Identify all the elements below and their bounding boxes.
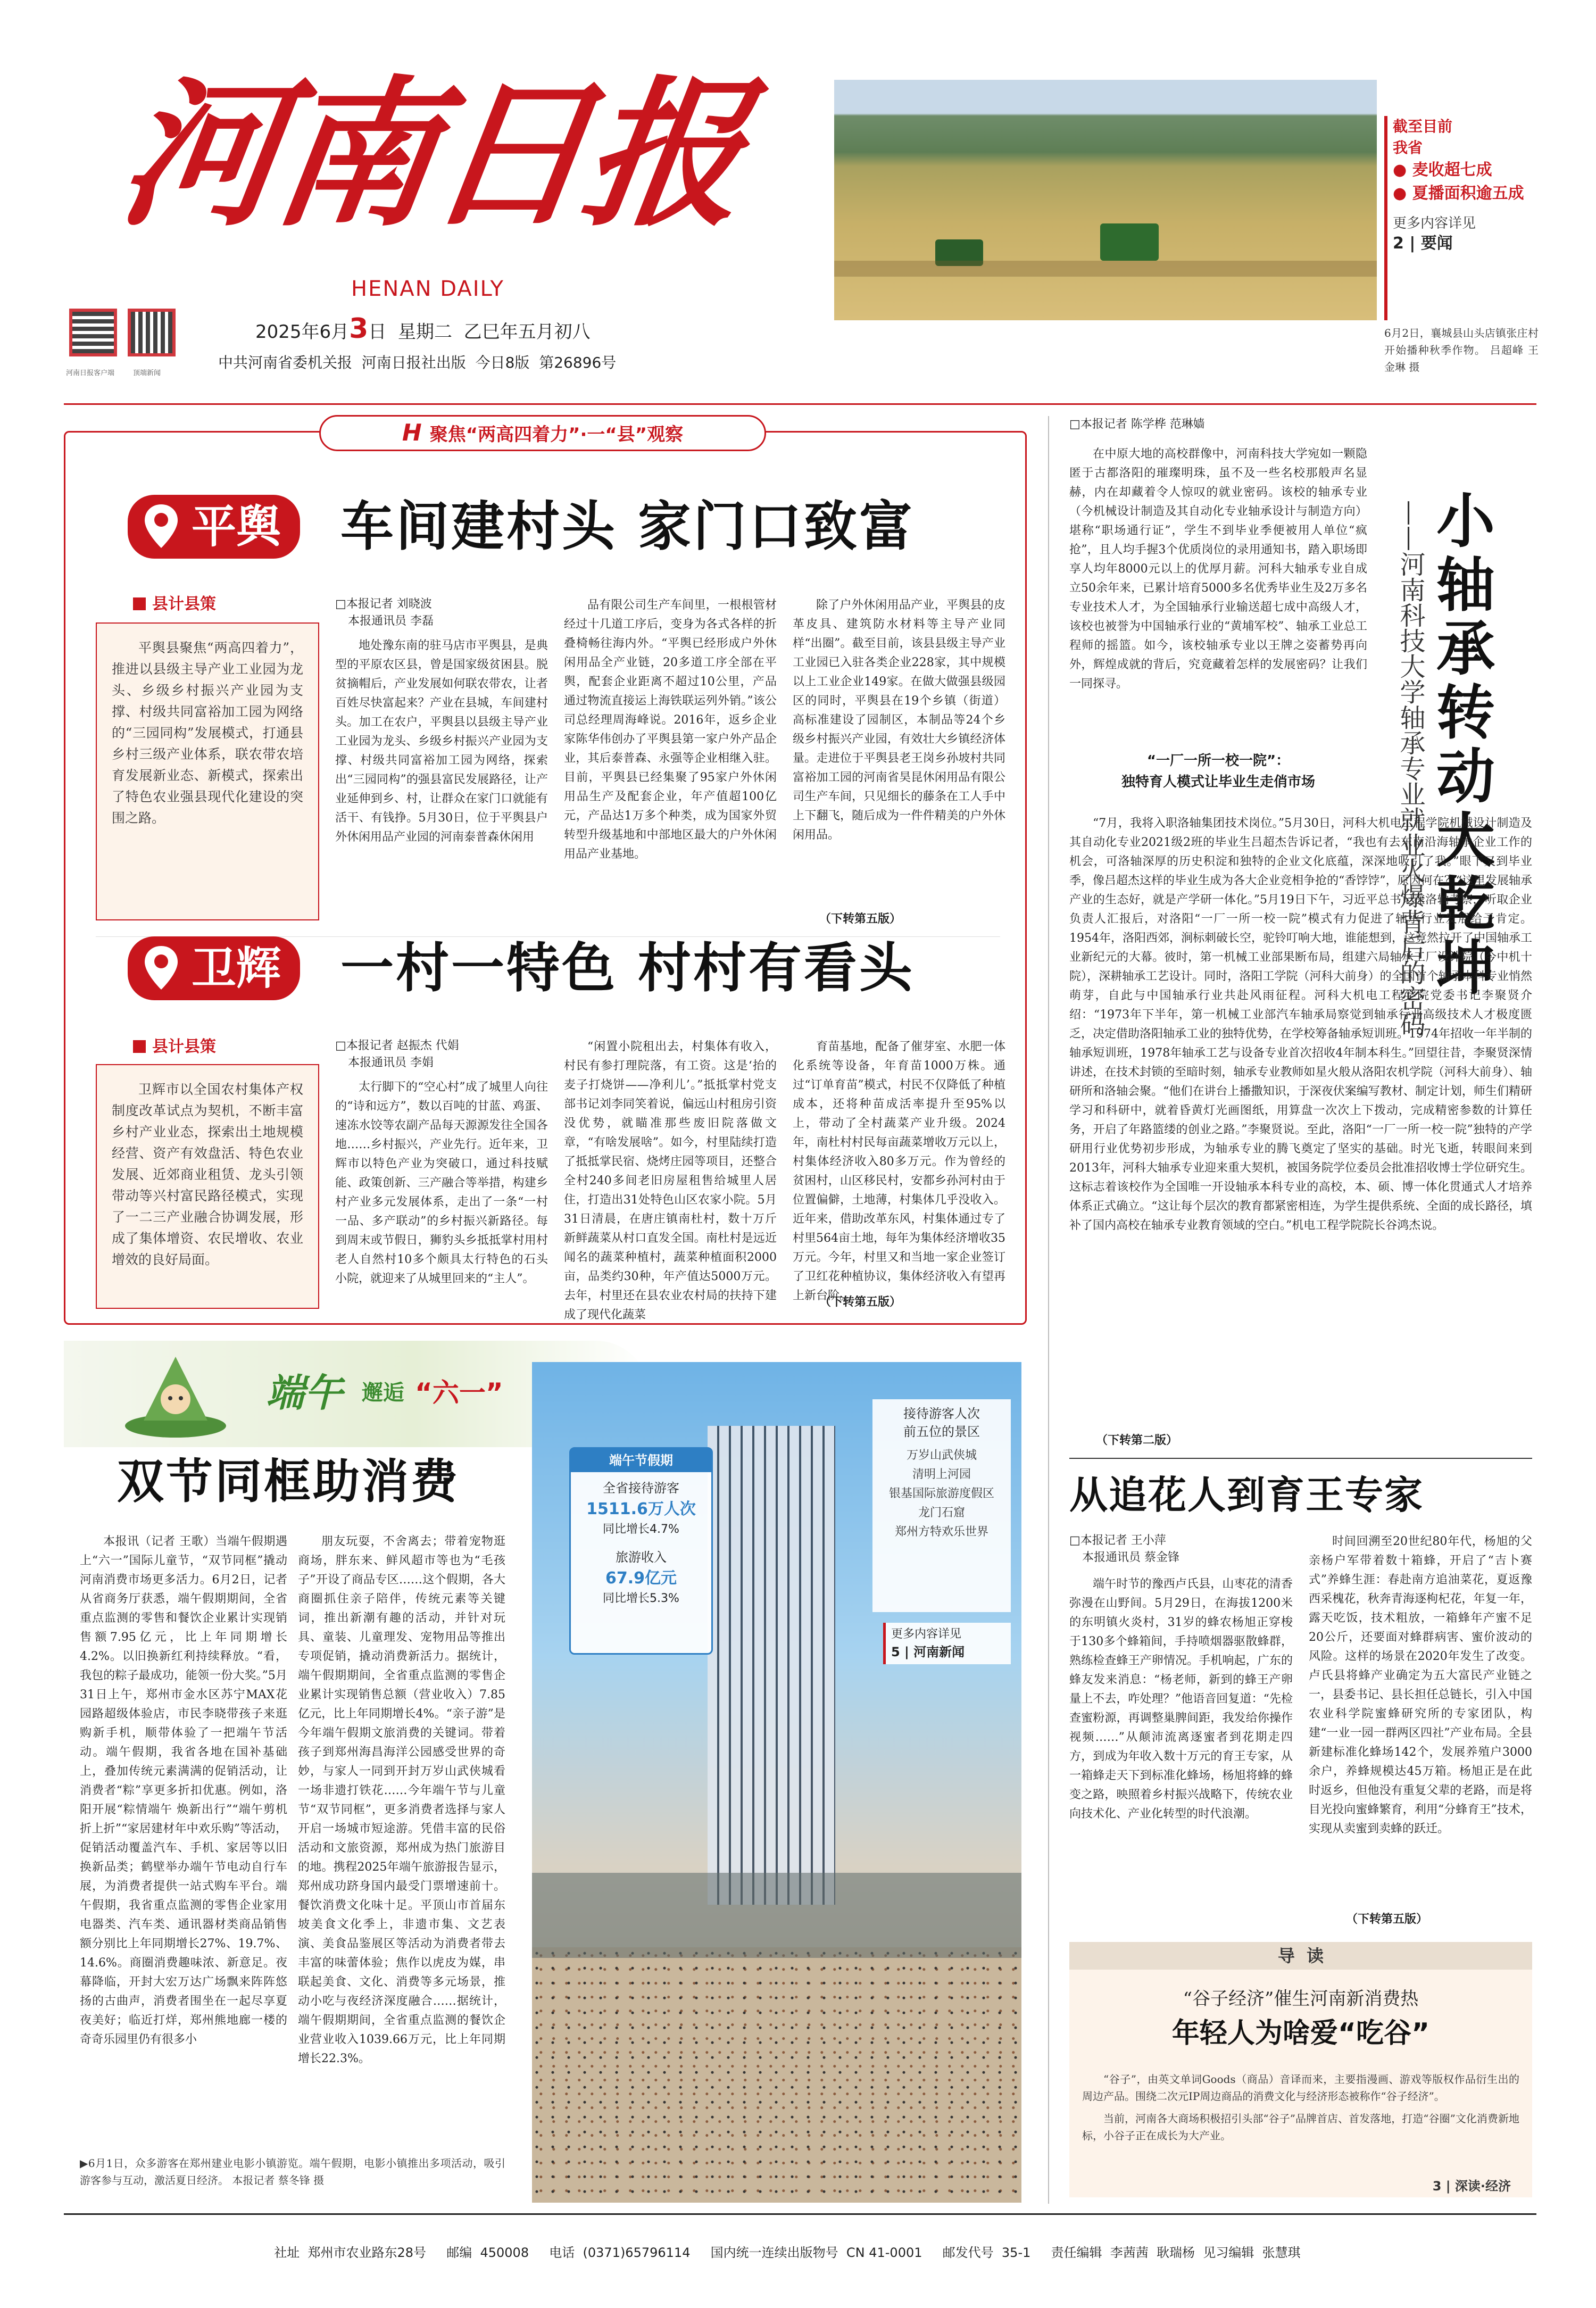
weihui-col-2-text: “闲置小院租出去，村集体有收入，村民有参打理院落，有工资。这是‘抬的麦子打烧饼——净利儿’。”抵抵掌村党支部书记刘李同笑着说，偏远山村租房引资没优势，就瞄准那些废旧院落做文章，“有啥发展啥”。如今，村里陆续打造了抵抵掌民宿、烧烤庄园等项目，还整合全村240多间老旧房屋租售给城里人居住，打造出31处特色山区农家小院。5月31日清晨，在唐庄镇南杜村，数十万斤新鲜蔬菜从村口直发全国。南杜村是远近闻名的蔬菜种植村，蔬菜种植面积2000亩，品类约30种，年产值达5000万元。去年，村里还在县农业农村局的扶持下建成了现代化蔬菜: [564, 1040, 777, 1322]
guide-title: 导 读: [1069, 1942, 1532, 1970]
festival-banner-mid: 邂逅: [362, 1381, 404, 1405]
photo-caption-visible: 6月2日，襄城县山头店镇张庄村开始播种秋季作物。 吕超峰 王金琳 摄: [1384, 327, 1539, 373]
bearing-intro-text: 在中原大地的高校群像中，河南科技大学宛如一颗隐匿于古都洛阳的璀璨明珠，虽不及一些名校那般声名显赫，内在却藏着令人惊叹的就业密码。该校的轴承专业（今机械设计制造及其自动化专业轴承设计与制造方向）堪称“职场通行证”，学生不到毕业季便被用人单位“疯抢”，且人均手握3个优质岗位的录用通知书，踏入职场即享人均年8000元以上的优厚月薪。河科大轴承专业自成立50余年来，已累计培育5000多名优秀毕业生及2万多名专业技术人才，为全国轴承行业输送超七成中高级人才，该校也被誉为中国轴承行业的“黄埔军校”、轴承工业总工程师的摇篮。如今，该校轴承专业以王牌之姿蓄势再向外，辉煌成就的背后，究竟藏着怎样的发展密码？让我们一同探寻。: [1069, 447, 1367, 691]
guide-box: [1069, 1942, 1532, 2197]
stats-line-1: 全省接待游客: [603, 1481, 679, 1496]
footer-post: 邮发代号 35-1: [942, 2245, 1031, 2260]
pingyu-col-1-text: 地处豫东南的驻马店市平舆县，是典型的平原农区县，曾是国家级贫困县。脱贫摘帽后，产业发展如何联农带农，让者百姓尽快富起来？产业在县城，车间建村头。加工在农户，平舆县以县级主导产业工业园为龙头、乡级乡村振兴产业园为支撑、村级共同富裕加工园为网络，探索出“三园同构”的强县富民发展路径，让产业延伸到乡、村，让群众在家门口就能有活干、有钱挣。5月30日，位于平舆县户外休闲用品产业园的河南泰普森休闲用: [335, 639, 548, 844]
top-spots-box: [872, 1399, 1011, 1612]
weihui-col-1-text: 太行脚下的“空心村”成了城里人向往的“诗和远方”，数以百吨的甘蓝、鸡蛋、速冻水饺等农副产品每天源源发往全国各地……乡村振兴，产业先行。近年来，卫辉市以特色产业为突破口，通过科技赋能、政策创新、三产融合等举措，构建乡村产业多元发展体系，走出了一条“一村一品、多产联动”的乡村振兴新路径。每到周末或节假日，狮豹头乡抵抵掌村用村老人自然村10多个颇具太行特色的石头小院，就迎来了从城里回来的“主人”。: [335, 1081, 548, 1285]
logo: 河南日报: [109, 60, 753, 248]
publisher-line: 中共河南省委机关报 河南日报社出版 今日8版 第26896号: [218, 354, 617, 371]
byline-weihui-2: 本报通讯员 李娟: [348, 1056, 434, 1069]
teaser-item-2-text: 夏播面积逾五成: [1412, 184, 1524, 203]
guide-body-2: 当前，河南各大商场积极招引头部“谷子”品牌首店、首发落地，打造“谷圈”文化消费新地标，小谷子正在成长为大产业。: [1082, 2112, 1519, 2142]
place-badge-pingyu: [128, 495, 300, 559]
date-suffix: 日 星期二 乙巳年五月初八: [368, 321, 591, 343]
date-prefix: 2025年6月: [255, 321, 350, 343]
column-rule-right: [1048, 416, 1049, 2204]
stats-line-3: 旅游收入: [616, 1550, 667, 1565]
byline-weihui: [335, 1037, 548, 1072]
bearing-headline: 小轴承转动大乾坤: [1436, 487, 1495, 1002]
stats-line-2: 同比增长4.7%: [603, 1523, 679, 1536]
harvest-photo: [834, 80, 1377, 320]
headline-weihui: 一村一特色 村村有看头: [340, 937, 915, 999]
festival-banner-left: 端午: [266, 1371, 343, 1415]
festival-col-1: [80, 1532, 287, 2144]
byline-pingyu: [335, 596, 548, 630]
guide-sub: “谷子经济”催生河南新消费热: [1183, 1988, 1419, 2010]
place-name-weihui: 卫辉: [128, 936, 300, 1000]
teaser-item-2: ● 夏播面积逾五成: [1393, 184, 1524, 203]
qr-label-news: 顶端新闻: [133, 369, 161, 377]
footer-editors: 责任编辑 李茜茜 耿瑞杨 见习编辑 张慧琪: [1051, 2245, 1301, 2260]
top-spots-title-2: 前五位的景区: [903, 1424, 980, 1439]
beekeeper-col-2-text: 时间回溯至20世纪80年代，杨旭的父亲杨户军带着数十箱蜂，开启了“吉卜赛式”养蜂生涯：春赴南方追油菜花，夏返豫西采槐花，秋奔青海逐枸杞花，年复一年，露天吃饭，技术粗放，一箱蜂年产蜜不足20公斤，还要面对蜂群病害、蜜价波动的风险。这样的场景在2020年发生了改变。卢氏县将蜂产业确定为五大富民产业链之一，县委书记、县长担任总链长，引入中国农业科学院蜜蜂研究所的专家团队，构建“一业一园一群两区四社”产业布局。全县新建标准化蜂场142个，发展养殖户3000余户，养蜂规模达45万箱。杨旭正是在此时返乡，但他没有重复父辈的老路，而是将目光投向蜜蜂繁育，利用“分蜂育王”技术，实现从卖蜜到卖蜂的跃迁。: [1309, 1535, 1532, 1836]
festival-more-label: 更多内容详见: [891, 1628, 962, 1641]
stats-line-4: 同比增长5.3%: [603, 1592, 679, 1605]
spot-1: 万岁山武侠城: [906, 1449, 977, 1462]
byline-pingyu-1: □本报记者 刘晓波: [335, 597, 432, 611]
teaser-heading-1: 截至目前: [1393, 118, 1453, 135]
pingyu-col-2-text: 品有限公司生产车间里，一根根管材经过十几道工序后，变身为各式各样的折叠椅畅往海内外。“平舆已经形成户外休闲用品全产业链，20多道工序全部在平舆，配套企业距离不超过10公里，产品通过物流直接运上海铁联运列外销。”该公司总经理周海峰说。2016年，返乡企业家陈华伟创办了平舆县第一家户外产品企业，其后泰普森、永强等企业相继入驻。目前，平舆县已经集聚了95家户外休闲用品生产及配套企业，年产值超100亿元，产品达1万多个种类，成为国家外贸转型升级基地和中部地区最大的户外休闲用品产业基地。: [564, 599, 777, 861]
tower-structure: [708, 1426, 835, 1905]
bearing-subhead-1: “一厂一所一校一院”：: [1146, 753, 1290, 769]
footer-postcode: 邮编 450008: [446, 2245, 529, 2260]
stats-heading: 端午节假期: [571, 1449, 711, 1472]
pingyu-more[interactable]: （下转第五版）: [819, 912, 902, 926]
teaser-page[interactable]: 2 | 要闻: [1393, 234, 1453, 253]
byline-beekeeper-1: □本报记者 王小萍: [1069, 1534, 1166, 1547]
weihui-col-3-text: 育苗基地，配备了催芽室、水肥一体化系统等设备，年育苗1000万株。通过“订单育苗”模式，村民不仅降低了种植成本，还将种苗成活率提升至95%以上，带动了全村蔬菜产业升级。2024年，南杜村村民每亩蔬菜增收万元以上，村集体经济收入80多万元。作为曾经的贫困村，山区移民村，安都乡孙河村由于位置偏僻，土地薄，村集体几乎没收入。近年来，借助改革东风，村集体通过专了村里564亩土地，每年为集体经济增收35万元。今年，村里又和当地一家企业签订了卫红花种植协议，集体经济收入有望再上新台阶。: [793, 1040, 1005, 1302]
bearing-more[interactable]: （下转第二版）: [1096, 1434, 1178, 1447]
beekeeper-more[interactable]: （下转第五版）: [1346, 1913, 1428, 1926]
tractor-right: [1100, 223, 1159, 261]
weihui-col-1: [335, 1078, 548, 1307]
byline-weihui-1: □本报记者 赵振杰 代娟: [335, 1039, 459, 1052]
section-prefix: H: [402, 419, 422, 446]
festival-col-2-text: 朋友玩耍，不舍离去；带着宠物逛商场，胖东来、鲜风超市等也为“毛孩子”开设了商品专区……这个假期，各大商圈抓住亲子陪伴，传统元素等关键词，推出新潮有趣的活动，并针对玩具、童装、儿童理发、宠物用品等推出专项促销，撬动消费新活力。据统计，端午假期期间，全省重点监测的零售企业累计实现销售总额（营业收入）7.85亿元，比上年同期增长4%。“亲子游”是今年端午假期文旅消费的关键词。带着孩子到郑州海昌海洋公园感受世界的奇妙，与家人一同到开封万岁山武侠城看一场非遗打铁花……今年端午节与儿童节“双节同框”，更多消费者选择与家人开启一场城市短途游。凭借丰富的民俗活动和文旅资源，郑州成为热门旅游目的地。携程2025年端午旅游报告显示，郑州成功跻身国内最受门票增速前十。餐饮消费文化味十足。平顶山市首届东坡美食文化季上，非遗市集、文艺表演、美食品鉴展区等活动为消费者带去丰富的味蕾体验；焦作以虎皮为媒，串联起美食、文化、消费等多元场景，推动小吃与夜经济深度融合……据统计，端午假期期间，全省重点监测的餐饮企业营业收入1039.66万元，比上年同期增长22.3%。: [298, 1535, 505, 2065]
weihui-col-3: [793, 1037, 1005, 1302]
footer-issn: 国内统一连续出版物号 CN 41-0001: [710, 2245, 922, 2260]
headline-pingyu: 车间建村头 家门口致富: [340, 495, 915, 558]
festival-headline: 双节同框助消费: [117, 1454, 460, 1509]
summary-pingyu: 平舆县聚焦“两高四着力”，推进以县级主导产业工业园为龙头、乡级乡村振兴产业园为支撑、村级共同富裕加工园为网络的“三园同构”发展模式，打通县乡村三级产业体系，联农带农培育发展新业态、新模式，探索出了特色农业强县现代化建设的突围之路。: [96, 622, 319, 920]
beekeeper-col-2: [1309, 1532, 1532, 1926]
masthead: [64, 53, 819, 388]
logo-english: HENAN DAILY: [351, 277, 504, 301]
weihui-more[interactable]: （下转第五版）: [819, 1296, 902, 1309]
pingyu-col-3: [793, 596, 1005, 904]
section-banner: [319, 415, 766, 451]
beekeeper-col-1: [1069, 1575, 1293, 1926]
zongzi-icon: [122, 1346, 229, 1442]
festival-more-page: 5 | 河南新闻: [891, 1645, 965, 1659]
teaser-box: [1384, 116, 1539, 320]
weihui-col-2: [564, 1037, 777, 1322]
pingyu-col-3-text: 除了户外休闲用品产业，平舆县的皮革皮具、建筑防水材料等主导产业同样“出圈”。截至目前，该县县级主导产业工业园已入驻各类企业228家，其中规模以上工业企业149家。在做大做强县级园区的同时，平舆县在19个乡镇（街道）高标准建设了园制区，本制品等24个乡级乡村振兴产业园，有效壮大乡镇经济体量。走进位于平舆县老王岗乡孙坡村共同富裕加工园的河南省昊昆休闲用品有限公司生产车间，只见细长的藤条在工人手中上下翻飞，随后成为一件件精美的户外休闲用品。: [793, 599, 1005, 842]
field-path: [834, 261, 1377, 277]
guide-body-1: “谷子”，由英文单词Goods（商品）音译而来，主要指漫画、游戏等版权作品衍生出的周边产品。围绕二次元IP周边商品的消费文化与经济形态被称作“谷子经济”。: [1082, 2073, 1519, 2103]
stats-value-2: 67.9亿元: [605, 1569, 677, 1588]
byline-bearing: □本报记者 陈学桦 范琳嫱: [1069, 418, 1205, 431]
byline-pingyu-2: 本报通讯员 李磊: [348, 615, 434, 628]
pingyu-col-1: [335, 636, 548, 934]
stats-box: [569, 1447, 713, 1655]
festival-col-1-text: 本报讯（记者 王歌）当端午假期遇上“六一”国际儿童节，“双节同框”撬动河南消费市场更多活力。6月2日，记者从省商务厅获悉，端午假期期间，全省重点监测的零售和餐饮企业累计实现销售额7.95亿元，比上年同期增长4.2%。以旧换新红利持续释放。“看，我包的粽子最成功，能领一份大奖。”5月31日上午，郑州市金水区苏宁MAX花园路超级体验店，市民李晓带孩子来逛购新手机，顺带体验了一把端午节活动。端午假期，我省各地在国补基础上，叠加传统元素满满的促销活动，让消费者“粽”享更多折扣优惠。例如，洛阳开展“粽情端午 焕新出行”“端午剪机折上折”“家居建材年中欢乐购”等活动，促销活动覆盖汽车、手机、家居等以旧换新品类；鹤壁举办端午节电动自行车展，为消费者提供一站式购车平台。端午假期，我省重点监测的零售企业家用电器类、汽车类、通讯器材类商品销售额分别比上年同期增长27%、19.7%、14.6%。商圈消费趣味浓、新意足。夜幕降临，开封大宏万达广场飘来阵阵悠扬的古曲声，消费者围坐在一起尽享夏夜美好；临近打烊，郑州熊地廊一楼的奇奇乐园里仍有很多小: [80, 1535, 287, 2046]
qr-code-news[interactable]: [128, 309, 176, 356]
teaser-item-1: ● 麦收超七成: [1393, 161, 1492, 179]
bearing-body-text: “7月，我将入职洛轴集团技术岗位。”5月30日，河科大机电工程学院机械设计制造及其自动化专业2021级2班的毕业生吕超杰告诉记者，“我也有去东南沿海轴承企业工作的机会，可洛轴深厚的历史积淀和独特的企业文化底蕴，深深地吸引了我。”眼下又到毕业季，像吕超杰这样的毕业生成为各大企业竞相争抢的“香饽饽”，原因何在？“这里发展轴承产业的生态好，就是产学研一体化。”5月19日下午，习近平总书记在洛轴考察，听取企业负责人汇报后，对洛阳“一厂一所一校一院”模式有力促进了轴承行业发展给予肯定。1954年，洛阳西郊，涧标刺破长空，驼铃叮响大地，谁能想到，这竟然拉开了中国轴承工业新纪元的大幕。彼时，第一机械工业部果断布局，组建六局轴承工厂设计院（今中机十院），深耕轴承工艺设计。同时，洛阳工学院（河科大前身）的全国首个轴承本科专业悄然萌芽，自此与中国轴承行业共赴风雨征程。河科大机电工程学院党委书记李聚贤介绍：“1973年下半年，第一机械工业部汽车轴承局察觉到轴承行业高级技术人才极度匮乏，决定借助洛阳轴承工业的独特优势，在学校筹备轴承短训班。1974年招收一年半制的轴承短训班，1978年轴承工艺与设备专业首次招收4年制本科生。”回望往昔，李聚贤深情讲述，在技术封锁的至暗时刻，轴承专业教师如星火般从洛阳农机学院（河科大前身）、轴研所和洛轴会聚。“他们在讲台上播撒知识，于深夜伏案编写教材、制定计划，师生们精研学习和科研中，就着昏黄灯光画图纸，用算盘一次次上下拨动，完成精密参数的计算任务，开启了年路篮缕的创业之路。”李聚贤说。至此，洛阳“一厂一所一校一院”独特的产学研用行业优势初步形成，为轴承专业的腾飞奠定了坚实的基础。时光飞逝，转眼间来到2013年，河科大轴承专业迎来重大契机，被国务院学位委员会批准招收博士学位研究生。这标志着该校作为全国唯一开设轴承本科专业的高校，本、硕、博一体化贯通式人才培养体系正式确立。“这让每个层次的教育都紧密相连，为学生提供系统、全面的成长路径，填补了国内高校在轴承专业教育领域的空白。”机电工程学院院长谷鸿杰说。: [1069, 817, 1532, 1232]
festival-col-2: [298, 1532, 505, 2144]
section-title: 聚焦“两高四着力”·一“县”观察: [429, 424, 684, 445]
right-divider-1: [1069, 1458, 1532, 1459]
date-day: 3: [349, 313, 369, 345]
spot-2: 清明上河园: [912, 1468, 971, 1481]
bearing-body: [1069, 814, 1532, 1426]
footer-rule: [64, 2213, 1536, 2215]
footer-address: 社址 郑州市农业路东28号: [274, 2245, 427, 2260]
bearing-intro: [1069, 445, 1367, 732]
tag-weihui: 县计县策: [133, 1033, 216, 1057]
beekeeper-col-1-text: 端午时节的豫西卢氏县，山枣花的清香弥漫在山野间。5月29日，在海拔1200米的东明镇火炎村，31岁的蜂农杨旭正穿梭于130多个蜂箱间，手持喷烟器驱散蜂群，熟练检查蜂王产卵情况。手机响起，广东的蜂友发来消息：“杨老师，新到的蜂王产卵量上不去，咋处理？”他语音回复道：“先检查蜜粉源，再调整巢脾间距，我发给你操作视频……”从颠沛流离逐蜜者到花期走四方，到成为年收入数十万元的育王专家，从一箱蜂走天下到标准化蜂场，杨旭将蜂的蜂变之路，映照着乡村振兴战略下，传统农业向技术化、产业化转型的时代浪潮。: [1069, 1578, 1293, 1821]
bearing-subhead-2: 独特育人模式让毕业生走俏市场: [1121, 774, 1315, 790]
issue-date: [255, 313, 591, 345]
place-name-pingyu: 平舆: [128, 495, 300, 559]
festival-more[interactable]: [883, 1623, 1011, 1664]
masthead-divider: [64, 403, 1536, 405]
qr-code-app[interactable]: [69, 309, 117, 356]
top-spots-title-1: 接待游客人次: [903, 1406, 980, 1421]
location-pin-icon: [143, 503, 180, 549]
guide-page[interactable]: 3 | 深读·经济: [1432, 2179, 1511, 2194]
bearing-subhead: [1069, 750, 1367, 793]
bearing-subtitle: ——河南科技大学轴承专业就业火爆背后的密码: [1395, 500, 1425, 1036]
footer-phone: 电话 (0371)65796114: [549, 2245, 691, 2260]
teaser-heading-2: 我省: [1393, 139, 1423, 156]
beekeeper-headline: 从追花人到育王专家: [1069, 1473, 1424, 1517]
teaser-item-1-text: 麦收超七成: [1412, 161, 1492, 179]
teaser-more: 更多内容详见: [1393, 215, 1476, 231]
tag-pingyu: 县计县策: [133, 591, 216, 614]
footer: [266, 2224, 1532, 2262]
location-pin-icon-2: [143, 945, 180, 991]
festival-photo-caption: ▶6月1日，众多游客在郑州建业电影小镇游览。端午假期，电影小镇推出多项活动，吸引游客参与互动，激活夏日经济。 本报记者 蔡冬锋 摄: [80, 2157, 505, 2187]
byline-beekeeper: [1069, 1532, 1293, 1566]
spot-5: 郑州方特欢乐世界: [894, 1525, 988, 1539]
pingyu-col-2: [564, 596, 777, 926]
summary-weihui: 卫辉市以全国农村集体产权制度改革试点为契机，不断丰富乡村产业业态，探索出土地规模经营、资产有效盘活、特色农业发展、近郊商业租赁、龙头引领带动等兴村富民路径模式，实现了一二三产业融合协调发展，形成了集体增资、农民增收、农业增效的良好局面。: [96, 1064, 319, 1309]
qr-label-app: 河南日报客户端: [66, 369, 115, 377]
crowd: [532, 1947, 1021, 2203]
stats-value-1: 1511.6万人次: [586, 1500, 696, 1518]
spot-4: 龙门石窟: [918, 1506, 965, 1520]
guide-headline[interactable]: 年轻人为啥爱“吃谷”: [1171, 2018, 1430, 2049]
festival-banner-quote: “六一”: [415, 1377, 503, 1408]
buildings: [532, 1873, 1021, 1958]
spot-3: 银基国际旅游度假区: [888, 1487, 994, 1500]
byline-beekeeper-2: 本报通讯员 蔡金锋: [1082, 1551, 1179, 1564]
place-badge-weihui: [128, 936, 300, 1000]
